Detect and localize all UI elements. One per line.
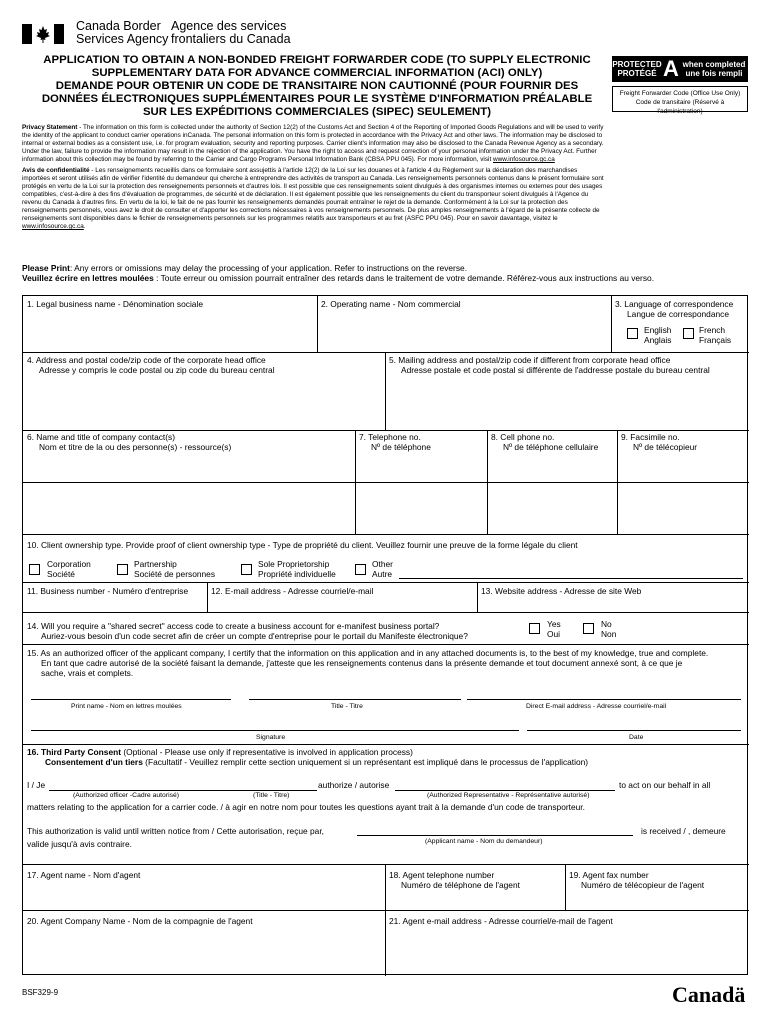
privacy-statement: Privacy Statement - The information on this form is collected under the authority of Section 12(2) of the Customs Act and Section 4 of the Reporting of Imported Goods Regulations and will be used to verify the identity of the applicant to conduct carrier operations inCanada. The personal information on this form is protected in accordance with the Privacy Act and other laws. The information may be disclosed to internal or external bodies as a consistent use, i.e. for program evaluation, security and reporting purposes. Carrier client's information may also be disclosed to the Canada Revenue Agency as a secondary. Under the law, failure to provide the information may result in the rejection of the application. You have the right to access and request correction of your personal information under the Privacy Act. Further information about this collection may be found by referring to the Carrier and Cargo Programs Personal Information Bank (CBSA PPU 045). For more information, visit www.infosource.gc.ca Avis de confidentialité - Les renseignements recueillis dans ce formulaire sont assujettis à l'article 12(2) de la Loi sur les douanes et à l'article 4 du Règlement sur la déclaration des marchandises importées et seront utilisés afin de vérifier l'identité du demandeur qui cherche à entreprendre des activités de transport au Canada. Les renseignements personnels contenus dans le présent formulaire sont protégés en vertu de la Loi sur la protection des renseignements personnels et d'autres lois. Il est possible que ces renseignements soient divulgués à des organismes internes ou externes pour des usages compatibles, c'est-à-dire à des fins d'évaluation de programmes, de sécurité et de déclaration. Il est également possible que les renseignements du client du transporteur soient divulgués à l'Agence du revenu du Canada à d'autres fins. En vertu de la loi, le fait de ne pas fournir les renseignements demandés pourrait entraîner le rejet de la demande. Conformément à la Loi sur la protection des renseignements personnels, vous avez le droit de consulter et d'apporter les corrections nécessaires à vos renseignements personnels. De plus amples renseignements à l'égard de la présente collecte de renseignements sont disponibles dans le fichier de renseignements personnels sur les programmes relatifs aux transporteurs et au fret (ASFC PPU 045). Pour en savoir davantage, visitez le www.infosource.gc.ca.	[22, 124, 604, 230]
infosource-link[interactable]: www.infosource.gc.ca	[493, 156, 555, 163]
corporation-label: Corporation Société	[47, 559, 91, 579]
other-label: Other Autre	[372, 559, 393, 579]
field-1-label: 1. Legal business name - Dénomination sociale	[27, 299, 203, 309]
english-label: English Anglais	[644, 325, 672, 345]
office-use-box[interactable]: Freight Forwarder Code (Office Use Only) Code de transitaire (Réservé à l'administration)	[612, 86, 748, 112]
authorized-rep-line[interactable]	[395, 790, 615, 791]
yes-label: Yes Oui	[547, 619, 561, 639]
valid-until-label: This authorization is valid until written notice from / Cette autorisation, reçue par,	[27, 826, 324, 836]
french-label: French Français	[699, 325, 732, 345]
applicant-name-line[interactable]	[357, 835, 633, 836]
valid-contrary-label: valide jusqu'à avis contraire.	[27, 839, 132, 849]
date-caption: Date	[629, 734, 644, 741]
no-checkbox[interactable]	[583, 623, 594, 634]
field-8-label: 8. Cell phone no. Nº de téléphone cellulaire	[491, 432, 599, 452]
field-11-label: 11. Business number - Numéro d'entreprise	[27, 586, 189, 596]
auth-rep-caption: (Authorized Representative - Représentative autorisé)	[427, 792, 590, 799]
field-3-label: 3. Language of correspondence	[615, 299, 734, 309]
title-line[interactable]	[249, 699, 461, 700]
agency-name-en: Canada Border Services Agency	[76, 19, 169, 46]
field-20-label: 20. Agent Company Name - Nom de la compagnie de l'agent	[27, 916, 253, 926]
field-7-label: 7. Telephone no. Nº de téléphone	[359, 432, 431, 452]
matters-label: matters relating to the application for a carrier code. / à agir en notre nom pour toutes les questions ayant trait à la demande d'un code de transporteur.	[27, 802, 585, 812]
field-21-label: 21. Agent e-mail address - Adresse courriel/e-mail de l'agent	[389, 916, 613, 926]
direct-email-line[interactable]	[467, 699, 741, 700]
field-10-label: 10. Client ownership type. Provide proof of client ownership type - Type de propriété du client. Veuillez fournir une preuve de la forme légale du client	[27, 540, 578, 550]
field-17-label: 17. Agent name - Nom d'agent	[27, 870, 141, 880]
field-5-label: 5. Mailing address and postal/zip code if different from corporate head office Adresse postale et code postal si différente de l'addresse postale du bureau central	[389, 355, 710, 375]
french-checkbox[interactable]	[683, 328, 694, 339]
field-19-label: 19. Agent fax number Numéro de télécopieur de l'agent	[569, 870, 705, 890]
field-9-label: 9. Facsimile no. Nº de télécopieur	[621, 432, 698, 452]
field-12-label: 12. E-mail address - Adresse courriel/e-mail	[211, 586, 374, 596]
signature-line[interactable]	[31, 730, 519, 731]
canada-flag-icon	[22, 24, 64, 44]
i-je-label: I / Je	[27, 780, 46, 790]
authorize-label: authorize / autorise	[318, 780, 390, 790]
no-label: No Non	[601, 619, 617, 639]
yes-checkbox[interactable]	[529, 623, 540, 634]
partnership-checkbox[interactable]	[117, 564, 128, 575]
form-title: APPLICATION TO OBTAIN A NON-BONDED FREIGHT FORWARDER CODE (TO SUPPLY ELECTRONIC SUPPLEMENTARY DATA FOR ADVANCE COMMERCIAL INFORMATION (ACI) ONLY) DEMANDE POUR OBTENIR UN CODE DE TRANSITAIRE NON CAUTIONNÉ (POUR FOURNIR DES DONNÉES ÉLECTRONIQUES SUPPLÉMENTAIRES POUR LE SYSTÈME D'INFORMATION PRÉALABLE SUR LES EXPÉDITIONS COMMERCIALES (SIPEC) SEULEMENT)	[41, 54, 593, 118]
please-print-notice: Please Print: Any errors or omissions may delay the processing of your application. Refer to instructions on the reverse. Veuillez écrire en lettres moulées : Toute erreur ou omission pourrait entraîner des retards dans le traitement de votre demande. Référez-vous aux instructions au verso.	[22, 263, 655, 283]
field-16-label: 16. Third Party Consent (Optional - Please use only if representative is involved in application process) Consentement d'un tiers (Facultatif - Veuillez remplir cette section uniquement si un représentant est impliqué dans le processus de l'application)	[27, 747, 589, 767]
date-line[interactable]	[527, 730, 741, 731]
form-number: BSF329-9	[22, 988, 59, 997]
sole-prop-checkbox[interactable]	[241, 564, 252, 575]
field-6-label: 6. Name and title of company contact(s) Nom et titre de la ou des personne(s) - ressource(s)	[27, 432, 232, 452]
field-18-label: 18. Agent telephone number Numéro de téléphone de l'agent	[389, 870, 520, 890]
field-15-label: 15. As an authorized officer of the applicant company, I certify that the information on this application and in any attached documents is, to the best of my knowledge, true and complete. En tant que cadre autorisé de la société faisant la demande, j'atteste que les renseignements contenus dans la présente demande et tout document annexé sont, à ce que je sache, vrais et complets.	[27, 648, 709, 678]
protected-badge: PROTECTED PROTÉGÉ A when completed une fois rempli	[612, 56, 748, 82]
is-received-label: is received / , demeure	[641, 826, 726, 836]
act-behalf-label: to act on our behalf in all	[619, 780, 711, 790]
auth-officer-caption: (Authorized officer -Cadre autorisé)	[73, 792, 180, 799]
english-checkbox[interactable]	[627, 328, 638, 339]
print-name-caption: Print name - Nom en lettres moulées	[71, 703, 182, 710]
infosource-link-fr[interactable]: www.infosource.gc.ca	[22, 223, 84, 230]
field-4-label: 4. Address and postal code/zip code of the corporate head office Adresse y compris le code postal ou zip code du bureau central	[27, 355, 275, 375]
signature-caption: Signature	[256, 734, 286, 741]
direct-email-caption: Direct E-mail address - Adresse courriel/e-mail	[526, 703, 667, 710]
title-paren-caption: (Title - Titre)	[253, 792, 290, 799]
field-13-label: 13. Website address - Adresse de site Web	[481, 586, 642, 596]
canada-wordmark: Canadä	[672, 982, 746, 1007]
corporation-checkbox[interactable]	[29, 564, 40, 575]
field-14-label: 14. Will you require a "shared secret" access code to create a business account for e-manifest business portal? Auriez-vous besoin d'un code secret afin de créer un compte d'entreprise pour le portail du Manifeste électronique?	[27, 621, 468, 641]
other-checkbox[interactable]	[355, 564, 366, 575]
title-caption: Title - Titre	[331, 703, 363, 710]
agency-name-fr: Agence des services frontaliers du Canada	[171, 19, 291, 46]
sole-prop-label: Sole Proprietorship Propriété individuelle	[258, 559, 336, 579]
authorized-officer-line[interactable]	[49, 790, 317, 791]
field-2-label: 2. Operating name - Nom commercial	[321, 299, 461, 309]
print-name-line[interactable]	[31, 699, 231, 700]
applicant-name-caption: (Applicant name - Nom du demandeur)	[425, 838, 543, 845]
other-input-line[interactable]	[399, 578, 743, 579]
partnership-label: Partnership Société de personnes	[134, 559, 216, 579]
field-3-label-fr: Langue de correspondance	[627, 309, 729, 319]
application-form	[22, 295, 748, 975]
